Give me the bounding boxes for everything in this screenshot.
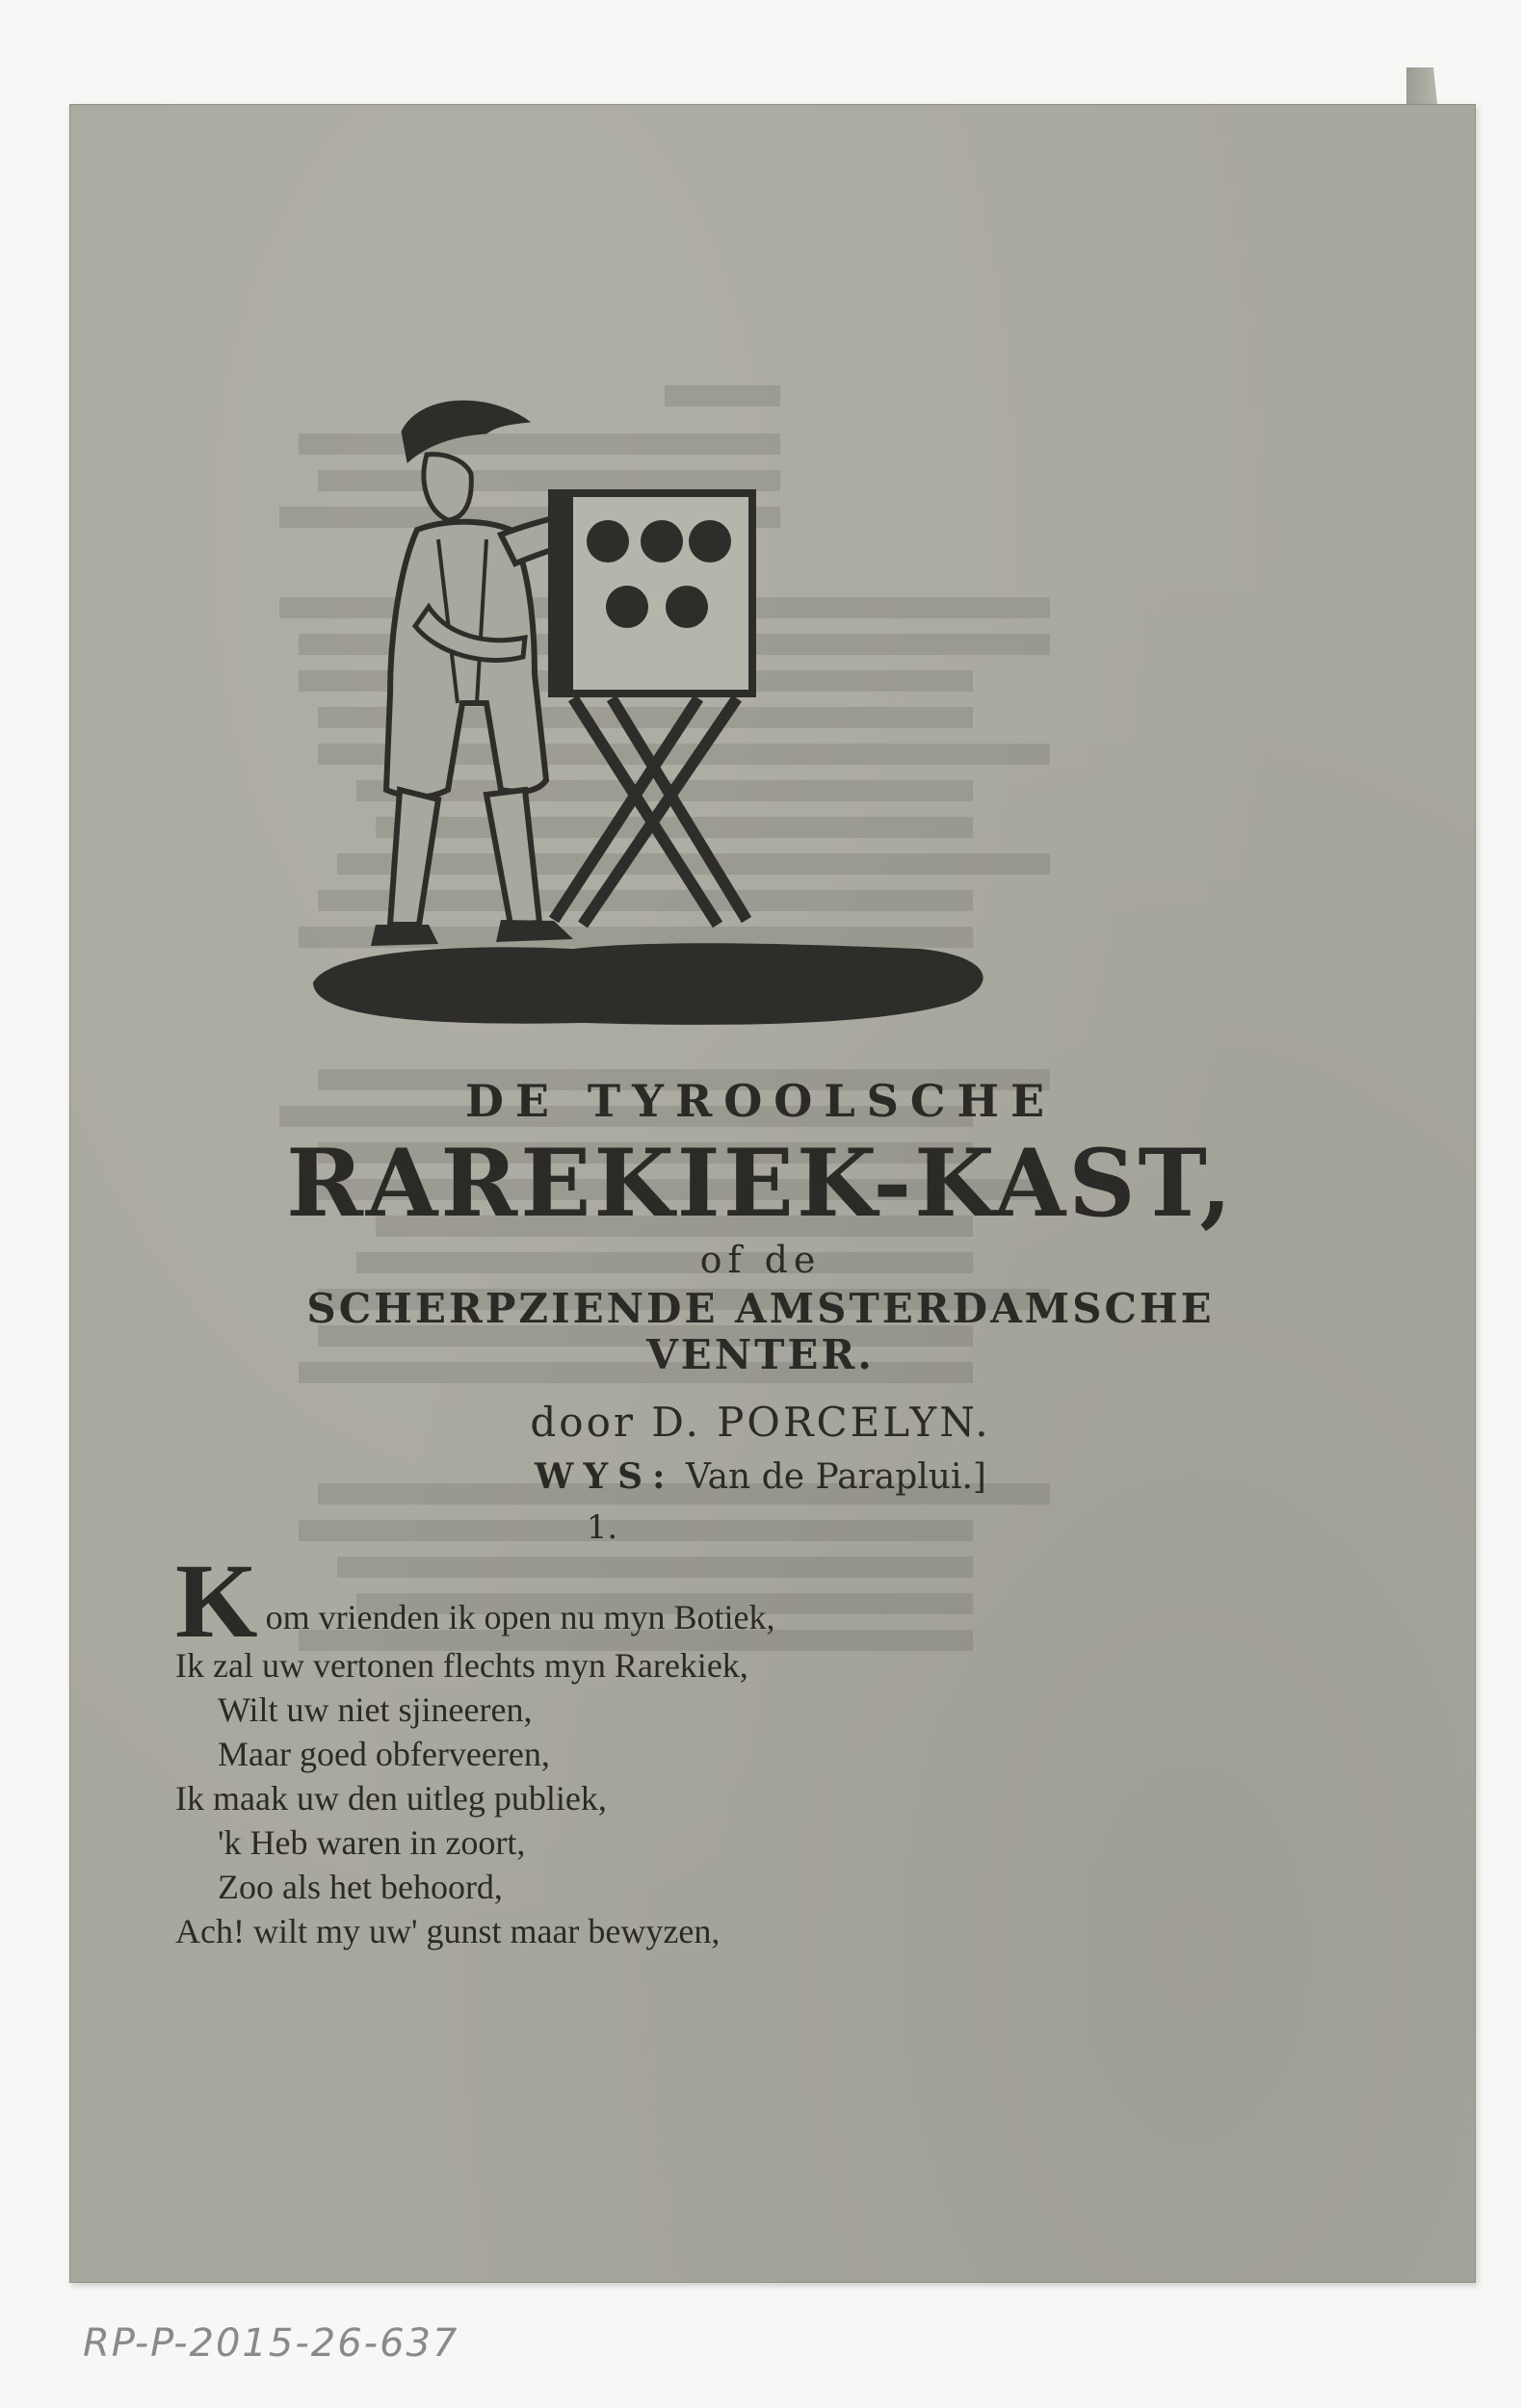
verse-line: om vrienden ik open nu myn Botiek, <box>265 1598 775 1636</box>
head <box>424 455 471 520</box>
verse-line: 'k Heb waren in zoort, <box>218 1823 526 1862</box>
catalog-number: RP-P-2015-26-637 <box>83 2321 459 2366</box>
verse-line: Ach! wilt my uw' gunst maar bewyzen, <box>175 1912 721 1950</box>
tune-label: WYS: <box>535 1456 675 1497</box>
subtitle-line-1: SCHERPZIENDE AMSTERDAMSCHE <box>306 1285 1215 1332</box>
subtitle-line-2: VENTER. <box>646 1331 875 1378</box>
title-line-1: DE TYROOLSCHE <box>464 1075 1057 1127</box>
drop-cap: K <box>175 1542 258 1660</box>
woodcut-illustration <box>294 385 1007 1050</box>
verse-line: Ik maak uw den uitleg publiek, <box>175 1779 607 1818</box>
verse-line: Wilt uw niet sjineeren, <box>218 1690 533 1729</box>
hat <box>402 401 530 462</box>
verse-line: Zoo als het behoord, <box>218 1868 503 1906</box>
lens-2 <box>641 520 683 563</box>
ground-shadow <box>313 943 983 1025</box>
lens-1 <box>587 520 629 563</box>
title-connector: of de <box>699 1239 822 1281</box>
verse-line: Maar goed obferveeren, <box>218 1735 550 1773</box>
lens-3 <box>689 520 731 563</box>
verse-block <box>175 1541 1139 1953</box>
title-main: RAREKIEK-KAST, <box>286 1129 1235 1238</box>
verse-line: Ik zal uw vertonen flechts myn Rarekiek, <box>175 1646 748 1685</box>
lens-4 <box>606 586 648 628</box>
tune-name: Van de Paraplui.] <box>685 1457 986 1497</box>
verse-number: 1. <box>586 1508 618 1547</box>
lens-5 <box>666 586 708 628</box>
legs <box>390 790 539 925</box>
tune-line <box>0 1456 1521 1497</box>
author-line: door D. PORCELYN. <box>530 1399 991 1446</box>
trestle <box>554 698 747 925</box>
